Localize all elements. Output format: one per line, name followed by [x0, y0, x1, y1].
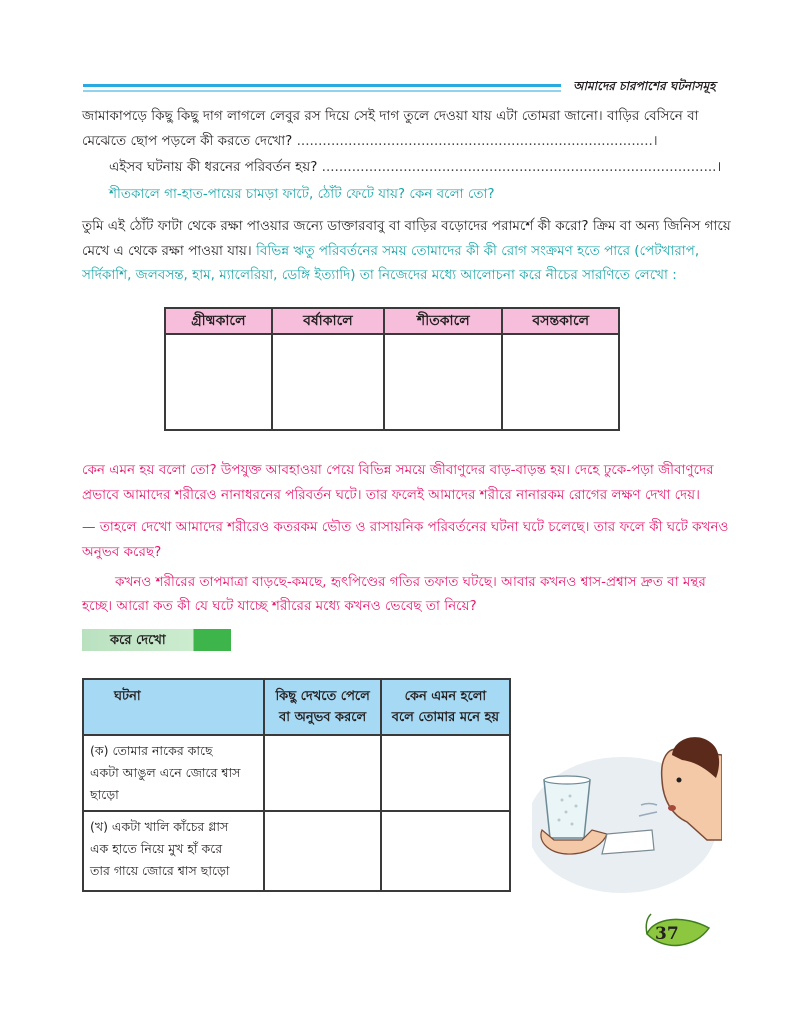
para5-line-1: কখনও শরীরের তাপমাত্রা বাড়ছে-কমছে, হৃৎপিণ্ডের গতির তফাত ঘটছে। আবার কখনও শ্বাস-প্রশ্বাস দ্রুত বা মন্থর — [115, 574, 706, 590]
header-rule-top — [83, 84, 561, 87]
activity-row — [83, 811, 510, 891]
answer-blank-2[interactable]: ............................................................................................ — [317, 159, 717, 175]
para2-line-2-teal: বিভিন্ন ঋতু পরিবর্তনের সময় তোমাদের কী কী রোগ সংক্রমণ হতে পারে (পেটখারাপ, — [256, 243, 700, 259]
activity-row-reason-cell[interactable] — [381, 735, 510, 811]
season-cell-summer[interactable] — [165, 334, 272, 430]
para2-line-3: সর্দিকাশি, জলবসন্ত, হাম, ম্যালেরিয়া, ডেঙ্গি ইত্যাদি) তা নিজেদের মধ্যে আলোচনা করে নীচের সারণিতে লেখো : — [82, 267, 677, 283]
activity-header-event: ঘটনা — [83, 679, 264, 735]
glass-icon — [544, 780, 590, 838]
breathing-on-glass-illustration — [532, 730, 722, 900]
season-header-summer: গ্রীষ্মকালে — [165, 308, 272, 334]
season-cell-winter[interactable] — [384, 334, 502, 430]
answer-blank-1[interactable]: ................................................................................... — [292, 133, 653, 149]
activity-row-observation-cell[interactable] — [264, 811, 380, 891]
para2-line-1: তুমি এই ঠোঁট ফাটা থেকে রক্ষা পাওয়ার জন্যে ডাক্তারবাবু বা বাড়ির বড়োদের পরামর্শে কী করো? ক্রিম বা অন্য জিনিস গায়ে — [82, 218, 731, 234]
activity-row-event: (ক) তোমার নাকের কাছে একটা আঙুল এনে জোরে শ্বাস ছাড়ো — [83, 735, 264, 811]
intro-line-2: মেঝেতে ছোপ পড়লে কী করতে দেখো? ...................................................................................। — [82, 133, 658, 149]
season-header-monsoon: বর্ষাকালে — [272, 308, 384, 334]
header-title: আমাদের চারপাশের ঘটনাসমূহ — [573, 79, 716, 93]
season-header-winter: শীতকালে — [384, 308, 502, 334]
page-number: 37 — [655, 924, 679, 944]
season-cell-spring[interactable] — [502, 334, 619, 430]
activity-row-event: (খ) একটা খালি কাঁচের গ্লাস এক হাতে নিয়ে মুখ হাঁ করে তার গায়ে জোরে শ্বাস ছাড়ো — [83, 811, 264, 891]
sleeve-shape — [602, 830, 654, 854]
intro-line-3: এইসব ঘটনায় কী ধরনের পরিবর্তন হয়? ............................................................................................। — [109, 159, 722, 175]
activity-label: করে দেখো — [110, 633, 166, 648]
season-table-row — [165, 334, 619, 430]
eye-icon — [677, 778, 682, 783]
intro-question: শীতকালে গা-হাত-পায়ের চামড়া ফাটে, ঠোঁট ফেটে যায়? কেন বলো তো? — [109, 186, 495, 202]
para3-line-2: প্রভাবে আমাদের শরীরেও নানাধরনের পরিবর্তন ঘটে। তার ফলেই আমাদের শরীরে নানারকম রোগের লক্ষণ দেখা দেয়। — [82, 487, 700, 503]
activity-header-reason: কেন এমন হলো বলে তোমার মনে হয় — [381, 679, 510, 735]
intro-line-3-text: এইসব ঘটনায় কী ধরনের পরিবর্তন হয়? — [109, 159, 318, 175]
para2-line-2 — [82, 239, 699, 263]
intro-line-1: জামাকাপড়ে কিছু কিছু দাগ লাগলে লেবুর রস দিয়ে সেই দাগ তুলে দেওয়া যায় এটা তোমরা জানো। বাড়ির বেসিনে বা — [82, 108, 699, 124]
activity-row — [83, 735, 510, 811]
header-rule-bottom — [83, 90, 561, 92]
season-header-spring: বসন্তকালে — [502, 308, 619, 334]
para3-line-1: কেন এমন হয় বলো তো? উপযুক্ত আবহাওয়া পেয়ে বিভিন্ন সময়ে জীবাণুদের বাড়-বাড়ন্ত হয়। দেহে ঢুকে-পড়া জীবাণুদের — [82, 462, 714, 478]
para4-line-2: অনুভব করেছ? — [82, 544, 162, 560]
intro-line-2-text: মেঝেতে ছোপ পড়লে কী করতে দেখো? — [82, 133, 293, 149]
para2-line-2-black: মেখে এ থেকে রক্ষা পাওয়া যায়। — [82, 243, 257, 259]
para5-line-2: হচ্ছে। আরো কত কী যে ঘটে যাচ্ছে শরীরের মধ্যে কখনও ভেবেছ তা নিয়ে? — [82, 598, 477, 614]
activity-row-reason-cell[interactable] — [381, 811, 510, 891]
activity-table — [82, 678, 511, 892]
activity-header-row — [83, 679, 510, 735]
open-mouth — [668, 805, 676, 811]
season-table-header-row — [165, 308, 619, 334]
activity-row-observation-cell[interactable] — [264, 735, 380, 811]
season-table — [164, 307, 620, 431]
activity-header-observation: কিছু দেখতে পেলে বা অনুভব করলে — [264, 679, 380, 735]
para4-line-1: — তাহলে দেখো আমাদের শরীরেও কতরকম ভৌত ও রাসায়নিক পরিবর্তনের ঘটনা ঘটে চলেছে। তার ফলে কী ঘটে কখনও — [82, 519, 729, 535]
season-cell-monsoon[interactable] — [272, 334, 384, 430]
